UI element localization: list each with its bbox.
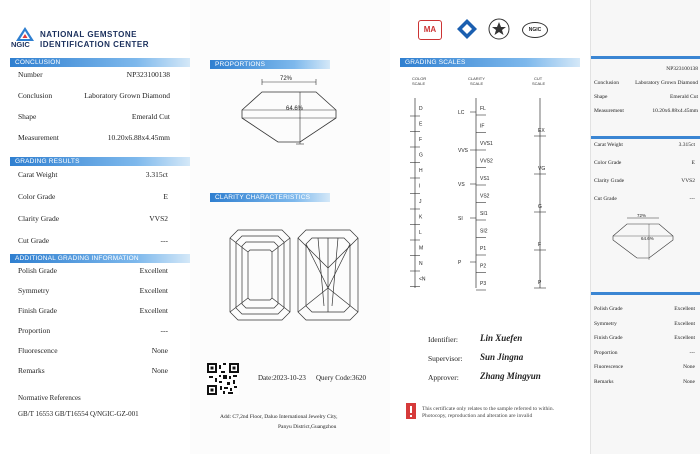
ilac-mark-icon bbox=[488, 18, 510, 40]
signature-name: Zhang Mingyun bbox=[480, 371, 541, 381]
card-row-value: --- bbox=[689, 196, 695, 202]
cma-mark-icon: MA bbox=[418, 20, 442, 40]
card-accent-bar bbox=[591, 56, 700, 59]
section-conclusion: CONCLUSION bbox=[10, 58, 190, 67]
card-row-value: NP323100138 bbox=[666, 66, 698, 72]
additional-row-value: Excellent bbox=[139, 306, 168, 315]
card-row-value: 3.315ct bbox=[678, 142, 695, 148]
card-row-label: Finish Grade bbox=[594, 335, 623, 341]
color-grade-label: G bbox=[419, 152, 423, 159]
grading-row-label: Color Grade bbox=[18, 192, 56, 201]
clarity-grade-label: SI2 bbox=[480, 228, 488, 235]
conclusion-row-label: Shape bbox=[18, 112, 37, 121]
signature-name: Sun Jingna bbox=[480, 352, 524, 362]
clarity-grade-label: SI1 bbox=[480, 211, 488, 217]
additional-row-label: Remarks bbox=[18, 366, 45, 375]
accreditation-row bbox=[418, 18, 548, 44]
clarity-scale-header-1: CLARITY bbox=[468, 76, 485, 81]
warning-icon bbox=[406, 403, 416, 419]
additional-row-label: Symmetry bbox=[18, 286, 50, 295]
conclusion-row-value: Emerald Cut bbox=[131, 112, 170, 121]
card-accent-bar-2 bbox=[591, 136, 700, 139]
card-row-label: Clarity Grade bbox=[594, 178, 625, 184]
grading-row-label: Clarity Grade bbox=[18, 214, 60, 223]
additional-row-label: Polish Grade bbox=[18, 266, 57, 275]
cut-grade-label: G bbox=[538, 204, 542, 210]
grading-row-value: 3.315ct bbox=[145, 170, 168, 179]
conclusion-row-label: Number bbox=[18, 70, 43, 79]
additional-row-label: Fluorescence bbox=[18, 346, 58, 355]
color-grade-label: L bbox=[419, 230, 422, 236]
additional-row-value: Excellent bbox=[139, 266, 168, 275]
org-name-line1: NATIONAL GEMSTONE bbox=[40, 30, 137, 39]
clarity-grade-label: VS1 bbox=[480, 176, 490, 182]
clarity-group-label: P bbox=[458, 260, 462, 266]
cut-scale-header-1: CUT bbox=[534, 76, 543, 81]
card-table-percent: 72% bbox=[637, 213, 647, 218]
clarity-grade-label: VS2 bbox=[480, 193, 490, 200]
section-proportions: PROPORTIONS bbox=[210, 60, 330, 69]
logo-text: NGIC bbox=[11, 40, 30, 49]
grading-row-value: --- bbox=[160, 236, 168, 245]
normative-text: GB/T 16553 GB/T16554 Q/NGIC-GZ-001 bbox=[18, 410, 139, 418]
depth-percent: 64.6% bbox=[286, 106, 304, 112]
color-grade-label: I bbox=[419, 183, 421, 190]
card-row-label: Carat Weight bbox=[594, 142, 623, 148]
disclaimer-text: This certificate only relates to the sample referred to within. Photocopy, reproduction and alteration are invalid bbox=[422, 406, 554, 419]
color-grade-label: K bbox=[419, 214, 423, 221]
additional-row-value: None bbox=[151, 346, 168, 355]
clarity-grade-label: VVS1 bbox=[480, 141, 493, 147]
cut-grade-label: F bbox=[538, 242, 542, 248]
card-row-value: Excellent bbox=[674, 335, 695, 341]
card-row-value: 10.20x6.88x4.45mm bbox=[652, 108, 698, 114]
cut-scale-header-2: SCALE bbox=[532, 81, 546, 86]
card-row-label: Proportion bbox=[594, 349, 618, 356]
clarity-grade-label: P3 bbox=[480, 281, 487, 287]
query-code: Query Code:3620 bbox=[316, 374, 366, 382]
color-grade-label: N bbox=[419, 261, 423, 267]
normative-title: Normative References bbox=[18, 394, 81, 402]
table-percent: 72% bbox=[280, 76, 293, 82]
card-row-label: Remarks bbox=[594, 378, 614, 385]
report-date: Date:2023-10-23 bbox=[258, 374, 306, 382]
color-grade-label: M bbox=[419, 245, 424, 252]
card-row-value: None bbox=[683, 378, 695, 385]
card-row-value: Emerald Cut bbox=[670, 94, 698, 100]
clarity-group-label: VVS bbox=[458, 148, 469, 154]
color-grade-label: J bbox=[419, 199, 422, 205]
clarity-grade-label: P1 bbox=[480, 246, 487, 252]
section-grading-results: GRADING RESULTS bbox=[10, 157, 190, 166]
clarity-grade-label: IF bbox=[480, 123, 485, 130]
card-row-label: Color Grade bbox=[594, 160, 622, 166]
cnas-mark-icon bbox=[456, 18, 478, 40]
clarity-grade-label: P2 bbox=[480, 263, 487, 270]
grading-row-value: E bbox=[163, 192, 168, 201]
color-grade-label: E bbox=[419, 121, 423, 128]
certificate-card-panel bbox=[590, 0, 700, 454]
color-grade-label: H bbox=[419, 168, 423, 174]
color-grade-label: F bbox=[419, 137, 423, 143]
additional-row-value: --- bbox=[160, 326, 168, 335]
card-row-value: --- bbox=[689, 349, 695, 356]
signature-role: Approver: bbox=[428, 373, 459, 382]
card-row-label: Measurement bbox=[594, 108, 624, 114]
conclusion-row-label: Conclusion bbox=[18, 91, 53, 100]
card-row-value: Excellent bbox=[674, 306, 695, 312]
section-additional: ADDITIONAL GRADING INFORMATION bbox=[10, 254, 190, 263]
card-depth-percent: 64.6% bbox=[641, 236, 654, 241]
card-proportion-diagram bbox=[597, 210, 693, 266]
grading-row-label: Carat Weight bbox=[18, 170, 58, 179]
additional-row-label: Proportion bbox=[18, 326, 51, 335]
certificate-left-panel bbox=[0, 0, 190, 454]
card-row-value: Excellent bbox=[674, 320, 695, 327]
card-row-label: Conclusion bbox=[594, 80, 620, 86]
clarity-group-label: LC bbox=[458, 110, 465, 116]
org-name-line2: IDENTIFICATION CENTER bbox=[40, 40, 150, 49]
certificate-center-panel bbox=[190, 0, 390, 454]
cut-grade-label: P bbox=[538, 280, 542, 286]
clarity-plot-diagram bbox=[228, 228, 368, 324]
card-row-value: None bbox=[683, 364, 695, 370]
section-clarity-characteristics: CLARITY CHARACTERISTICS bbox=[210, 193, 330, 202]
ngic-badge-icon: NGIC bbox=[522, 22, 548, 38]
card-row-value: E bbox=[691, 160, 695, 166]
section-grading-scales: GRADING SCALES bbox=[400, 58, 580, 67]
color-grade-label: <N bbox=[419, 276, 426, 283]
conclusion-row-label: Measurement bbox=[18, 133, 59, 142]
address-line1: Add: C7,2nd Floor, Daluo International Jewelry City, bbox=[220, 414, 338, 420]
additional-row-label: Finish Grade bbox=[18, 306, 57, 315]
additional-row-value: Excellent bbox=[139, 286, 168, 295]
card-row-value: Laboratory Grown Diamond bbox=[635, 80, 698, 86]
additional-row-value: None bbox=[151, 366, 168, 375]
card-row-value: VVS2 bbox=[681, 178, 695, 184]
card-row-label: Cut Grade bbox=[594, 196, 617, 202]
grading-row-label: Cut Grade bbox=[18, 236, 50, 245]
signature-name: Lin Xuefen bbox=[480, 333, 523, 343]
card-row-label: Polish Grade bbox=[594, 306, 623, 312]
color-scale-header-2: SCALE bbox=[412, 81, 426, 86]
card-row-label: Symmetry bbox=[594, 320, 617, 327]
conclusion-row-value: NP323100138 bbox=[126, 70, 170, 79]
cut-grade-label: EX bbox=[538, 128, 545, 134]
conclusion-row-value: 10.20x6.88x4.45mm bbox=[107, 133, 170, 142]
clarity-group-label: SI bbox=[458, 216, 463, 222]
card-row-label: Fluorescence bbox=[594, 364, 624, 370]
signature-role: Identifier: bbox=[428, 335, 458, 344]
color-grade-label: D bbox=[419, 106, 423, 112]
card-accent-bar-3 bbox=[591, 292, 700, 295]
conclusion-row-value: Laboratory Grown Diamond bbox=[84, 91, 170, 100]
proportion-diagram bbox=[220, 72, 380, 152]
cut-grade-label: VG bbox=[538, 166, 546, 172]
signature-role: Supervisor: bbox=[428, 354, 463, 363]
certificate-scales-panel bbox=[390, 0, 590, 454]
color-scale-header-1: COLOR bbox=[412, 76, 427, 81]
qr-code-icon bbox=[207, 363, 239, 395]
clarity-grade-label: FL bbox=[480, 106, 486, 112]
grading-scales-chart bbox=[390, 72, 590, 292]
card-row-label: Shape bbox=[594, 94, 608, 100]
clarity-grade-label: VVS2 bbox=[480, 158, 493, 165]
clarity-scale-header-2: SCALE bbox=[470, 81, 484, 86]
grading-row-value: VVS2 bbox=[149, 214, 168, 223]
clarity-group-label: VS bbox=[458, 182, 465, 188]
address-line2: Panyu District,Guangzhou bbox=[278, 424, 337, 430]
